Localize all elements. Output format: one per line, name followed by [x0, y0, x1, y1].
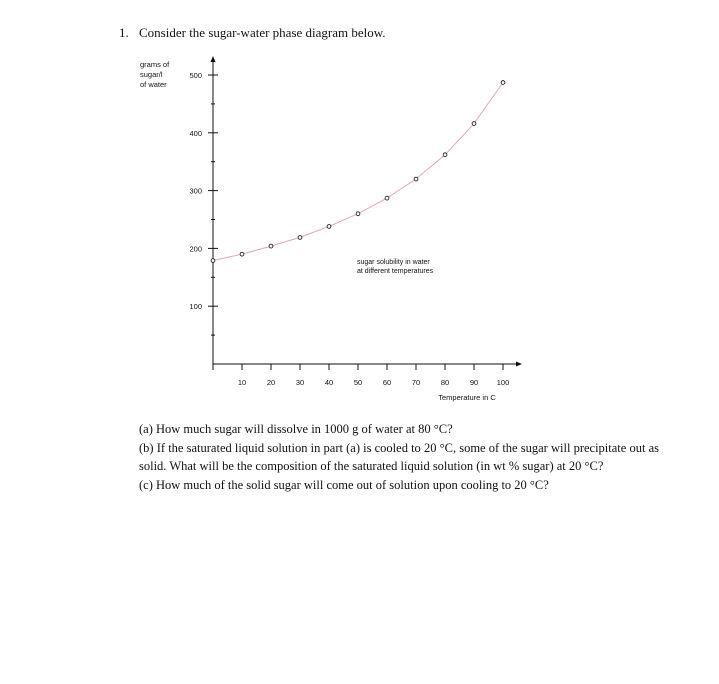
data-point-70 — [414, 177, 418, 181]
y-tick-label-200: 200 — [189, 244, 202, 254]
x-axis-arrow — [516, 362, 522, 367]
y-axis-label-line-3: of water — [140, 80, 167, 89]
data-point-100 — [501, 81, 505, 85]
data-point-90 — [472, 122, 476, 126]
y-axis-arrow — [211, 56, 216, 62]
x-axis-label: Temperature in C — [438, 393, 496, 402]
x-tick-label-20: 20 — [266, 378, 276, 387]
part-c-label: (c) — [139, 477, 153, 492]
question-text: Consider the sugar-water phase diagram below. — [139, 25, 386, 40]
part-c — [139, 476, 659, 495]
x-tick-label-50: 50 — [353, 378, 363, 387]
x-tick-label-30: 30 — [295, 378, 305, 387]
chart-annotation-line-1: sugar solubility in water — [357, 259, 430, 266]
y-axis-label-line-2: sugar/l — [140, 70, 163, 79]
x-tick-label-40: 40 — [324, 378, 334, 387]
question-number: 1. — [119, 25, 129, 40]
part-a-text: How much sugar will dissolve in 1000 g of water at 80 °C? — [156, 422, 453, 436]
part-a — [139, 420, 659, 439]
data-point-60 — [385, 196, 389, 200]
data-point-10 — [240, 252, 244, 256]
question-parts — [139, 420, 659, 494]
part-b-text: If the saturated liquid solution in part (a) is cooled to 20 °C, some of the sugar will precipitate out as solid. What will be the composition of the saturated liquid solution (in wt % sugar) at 20 °C? — [139, 440, 659, 473]
data-point-30 — [298, 236, 302, 240]
series-line-0 — [213, 83, 503, 261]
part-b — [139, 439, 659, 476]
y-axis-label-line-1: grams of — [140, 60, 170, 69]
y-tick-label-300: 300 — [189, 186, 202, 196]
part-b-label: (b) — [139, 440, 154, 455]
data-point-80 — [443, 153, 447, 157]
x-tick-label-60: 60 — [382, 378, 392, 387]
y-tick-label-400: 400 — [189, 128, 202, 138]
data-point-40 — [327, 225, 331, 229]
part-a-label: (a) — [139, 422, 153, 436]
y-tick-label-500: 500 — [189, 71, 202, 80]
data-point-0 — [211, 259, 215, 263]
x-tick-label-80: 80 — [440, 378, 450, 387]
part-c-text: How much of the solid sugar will come out of solution upon cooling to 20 °C? — [156, 477, 549, 492]
x-tick-label-10: 10 — [237, 378, 247, 387]
data-point-20 — [269, 244, 273, 248]
x-tick-label-90: 90 — [469, 378, 479, 387]
data-point-50 — [356, 212, 360, 216]
x-tick-label-100: 100 — [496, 378, 510, 387]
chart-annotation-line-2: at different temperatures — [357, 268, 434, 275]
x-tick-label-70: 70 — [411, 378, 421, 387]
y-tick-label-100: 100 — [189, 302, 202, 312]
